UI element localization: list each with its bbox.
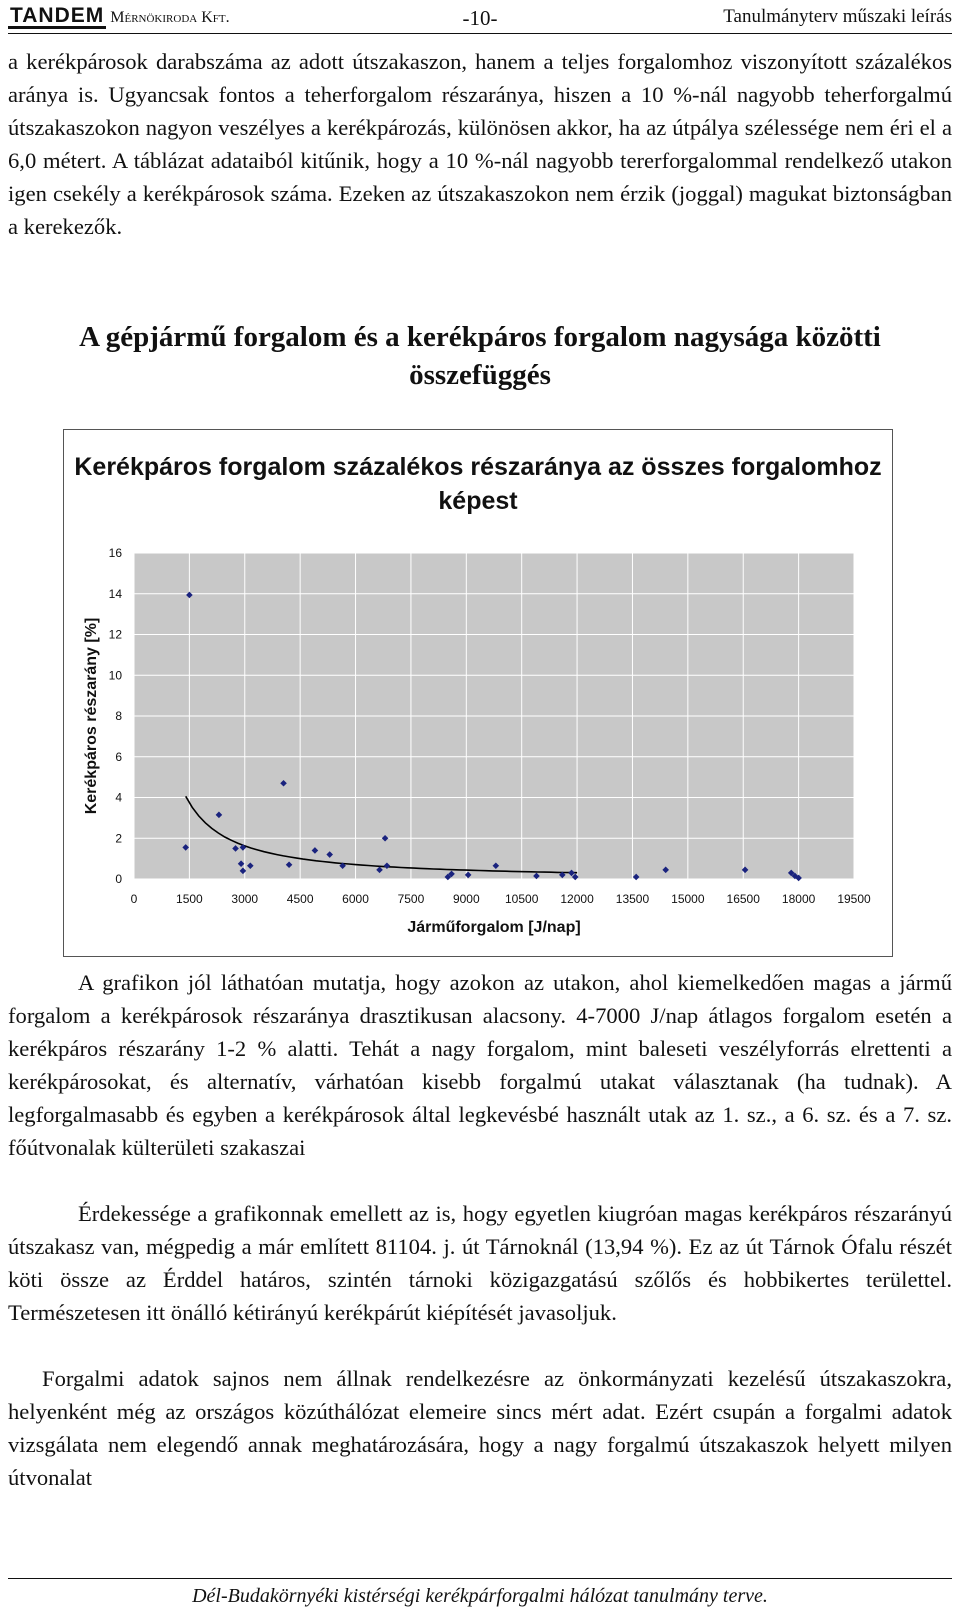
firm-name: Mérnökiroda Kft. <box>110 9 230 26</box>
y-tick-label: 0 <box>115 872 122 886</box>
x-tick-label: 6000 <box>342 892 369 906</box>
header-divider <box>8 33 952 34</box>
graph-analysis-paragraph: A grafikon jól láthatóan mutatja, hogy azokon az utakon, ahol kiemelkedően magas a jármű forgalom a kerékpárosok részaránya drasztikusan alacsony. 4-7000 J/nap átlagos forgalom esetén a kerékpáros részarány 1-2 % alatti. Tehát a nagy forgalom, mint baleseti veszélyforrás elrettenti a kerékpárosokat, és alternatív, várhatóan kisebb forgalmú utakat választanak (ha tudnak). A legforgalmasabb és egyben a kerékpárosok által legkevésbé használt utak az 1. sz., a 6. sz. és a 7. sz. főútvonalak külterületi szakaszai <box>8 970 952 1160</box>
x-tick-label: 0 <box>130 892 138 906</box>
page-number: -10- <box>462 6 498 30</box>
y-tick-label: 10 <box>108 668 122 683</box>
y-tick-label: 4 <box>115 790 122 805</box>
y-tick-label: 8 <box>115 709 122 723</box>
y-axis-label: Kerékpáros részarány [%] <box>83 617 100 815</box>
document-type: Tanulmányterv műszaki leírás <box>723 6 952 27</box>
page-header <box>8 6 952 30</box>
x-tick-label: 15000 <box>671 892 705 906</box>
y-tick-label: 12 <box>108 627 122 642</box>
y-tick-label: 2 <box>115 831 122 846</box>
chart-plot <box>64 430 892 956</box>
y-tick-label: 16 <box>108 546 122 560</box>
y-tick-label: 14 <box>108 586 122 601</box>
intro-paragraph: a kerékpárosok darabszáma az adott útszakaszon, hanem a teljes forgalomhoz viszonyított százalékos aránya is. Ugyancsak fontos a teherforgalom részaránya, hiszen a 10 %-nál nagyobb teherforgalmú útszakaszokon nagyon veszélyes a kerékpározás, különösen akkor, ha az útpálya szélessége nem éri el a 6,0 métert. A táblázat adataiból kitűnik, hogy a 10 %-nál nagyobb tererforgalommal rendelkező utakon igen csekély a kerékpárosok száma. Ezeken az útszakaszokon nem érzik (joggal) magukat biztonságban a kerekezők. <box>8 49 952 239</box>
x-tick-label: 9000 <box>452 892 480 906</box>
x-tick-label: 12000 <box>560 892 594 906</box>
x-tick-label: 1500 <box>176 892 203 906</box>
footer-divider <box>8 1578 952 1579</box>
scatter-chart <box>63 429 893 957</box>
x-tick-label: 18000 <box>781 892 816 906</box>
data-availability-paragraph: Forgalmi adatok sajnos nem állnak rendelkezésre az önkormányzati kezelésű útszakaszokra, helyenként még az országos közúthálózat elemeire sincs mért adat. Ezért csupán a forgalmi adatok vizsgálata nem elegendő annak meghatározására, hogy a nagy forgalmú útszakaszok helyett milyen útvonalat <box>8 1366 952 1490</box>
x-tick-label: 3000 <box>231 892 259 906</box>
x-tick-label: 16500 <box>726 892 760 906</box>
x-tick-label: 10500 <box>505 892 539 906</box>
page-footer: Dél-Budakörnyéki kistérségi kerékpárforgalmi hálózat tanulmány terve. <box>192 1585 768 1607</box>
x-tick-label: 19500 <box>837 892 871 906</box>
chart-title: Kerékpáros forgalom százalékos részaránya az összes forgalomhoz képest <box>74 453 882 515</box>
x-tick-label: 7500 <box>397 892 425 906</box>
x-axis-label: Járműforgalom [J/nap] <box>407 919 581 936</box>
x-tick-label: 13500 <box>615 892 650 906</box>
outlier-paragraph: Érdekessége a grafikonnak emellett az is, hogy egyetlen kiugróan magas kerékpáros részarányú útszakasz van, mégpedig a már említett 81104. j. út Tárnoknál (13,94 %). Ez az út Tárnok Ófalu részét köti össze az Érddel határos, szintén tárnoki közigazgatású szőlős és hobbikertes területtel. Természetesen itt önálló kétirányú kerékpárút kiépítését javasoljuk. <box>8 1201 952 1325</box>
logo-wordmark: TANDEM <box>10 4 105 27</box>
x-tick-label: 4500 <box>286 892 314 906</box>
y-tick-label: 6 <box>115 749 122 764</box>
section-title: A gépjármű forgalom és a kerékpáros forgalom nagysága közötti összefüggés <box>79 321 881 391</box>
